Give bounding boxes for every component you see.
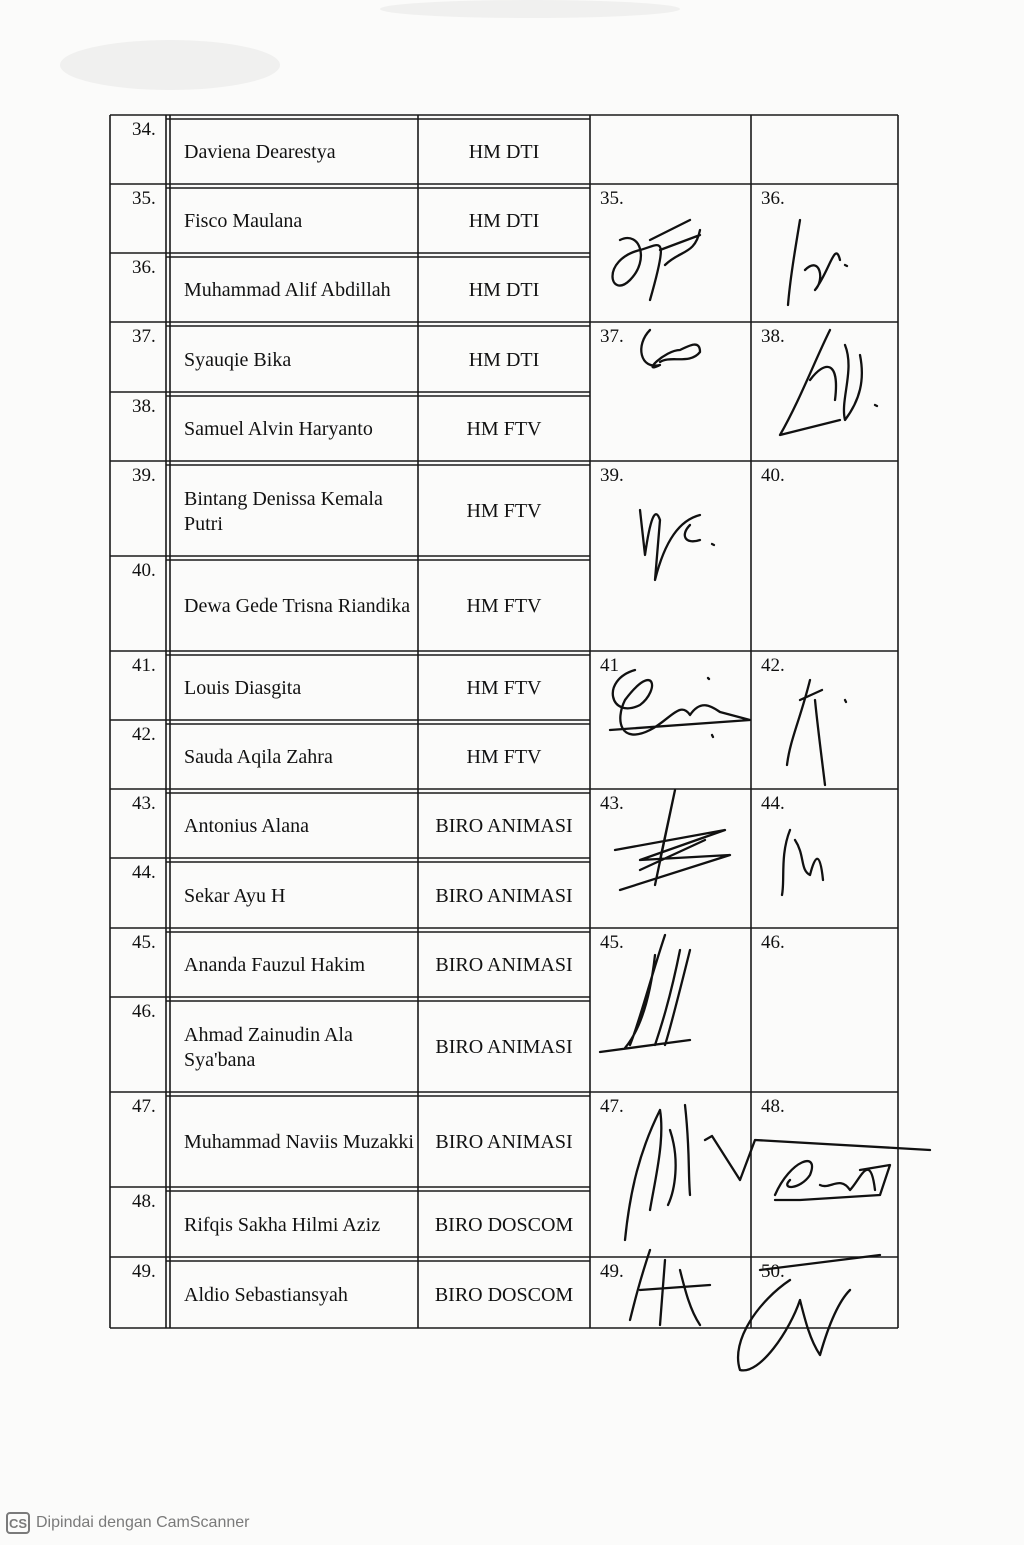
member-name-text: Muhammad Alif Abdillah bbox=[184, 279, 391, 301]
signature-cell bbox=[590, 1257, 751, 1328]
member-name bbox=[172, 651, 416, 720]
member-name bbox=[172, 997, 416, 1092]
row-number: 40. bbox=[132, 560, 156, 581]
row-number: 38. bbox=[132, 396, 156, 417]
signature-number: 37. bbox=[600, 326, 624, 347]
member-name bbox=[172, 928, 416, 997]
camscanner-logo: CS bbox=[6, 1512, 30, 1534]
signature-number: 47. bbox=[600, 1096, 624, 1117]
member-name bbox=[172, 322, 416, 392]
member-unit bbox=[418, 556, 590, 651]
member-name bbox=[172, 1092, 416, 1187]
signature-number: 40. bbox=[761, 465, 785, 486]
signature-cell bbox=[590, 1092, 751, 1257]
member-unit-text: HM FTV bbox=[466, 677, 542, 699]
member-unit-text: BIRO ANIMASI bbox=[435, 1131, 573, 1153]
signature-number: 46. bbox=[761, 932, 785, 953]
member-name-text: Samuel Alvin Haryanto bbox=[184, 418, 373, 440]
row-number: 42. bbox=[132, 724, 156, 745]
member-name-text: Fisco Maulana bbox=[184, 210, 303, 232]
camscanner-footer bbox=[6, 1512, 249, 1534]
member-name bbox=[172, 789, 416, 858]
member-unit bbox=[418, 720, 590, 789]
member-name bbox=[172, 720, 416, 789]
member-name-text: Muhammad Naviis Muzakki bbox=[184, 1131, 414, 1153]
member-unit-text: HM FTV bbox=[466, 746, 542, 768]
signature-cell bbox=[751, 322, 898, 461]
member-name bbox=[172, 1257, 416, 1328]
member-name-text: Sauda Aqila Zahra bbox=[184, 746, 333, 768]
row-number: 46. bbox=[132, 1001, 156, 1022]
member-name-text: Rifqis Sakha Hilmi Aziz bbox=[184, 1213, 381, 1236]
signature-number: 36. bbox=[761, 188, 785, 209]
signature-number: 43. bbox=[600, 793, 624, 814]
camscanner-text: Dipindai dengan CamScanner bbox=[36, 1514, 250, 1531]
row-number: 43. bbox=[132, 793, 156, 814]
row-number: 41. bbox=[132, 655, 156, 676]
member-unit bbox=[418, 184, 590, 253]
member-unit-text: HM DTI bbox=[468, 210, 540, 232]
member-name-text: Aldio Sebastiansyah bbox=[184, 1284, 348, 1306]
member-name-text: Sekar Ayu H bbox=[184, 884, 286, 907]
row-number: 48. bbox=[132, 1191, 156, 1212]
signature-cell bbox=[751, 1092, 898, 1257]
member-name-text: Daviena Dearestya bbox=[184, 141, 336, 163]
signature-cell bbox=[751, 184, 898, 322]
member-unit-text: BIRO ANIMASI bbox=[435, 954, 573, 976]
signature-number: 42. bbox=[761, 655, 785, 676]
member-unit-text: BIRO DOSCOM bbox=[434, 1213, 574, 1236]
signature-cell bbox=[590, 461, 751, 651]
member-name bbox=[172, 556, 416, 651]
member-unit bbox=[418, 1257, 590, 1328]
member-unit bbox=[418, 858, 590, 928]
member-unit bbox=[418, 115, 590, 184]
member-unit-text: HM FTV bbox=[466, 595, 542, 617]
member-unit-text: BIRO ANIMASI bbox=[435, 884, 573, 907]
member-unit-text: BIRO ANIMASI bbox=[435, 815, 573, 837]
row-number: 37. bbox=[132, 326, 156, 347]
row-number: 47. bbox=[132, 1096, 156, 1117]
signature-number: 38. bbox=[761, 326, 785, 347]
member-name-text: Syauqie Bika bbox=[184, 348, 292, 371]
member-name bbox=[172, 1187, 416, 1257]
member-unit-text: BIRO DOSCOM bbox=[434, 1284, 574, 1306]
signature-number: 35. bbox=[600, 188, 624, 209]
member-unit bbox=[418, 1187, 590, 1257]
member-name bbox=[172, 184, 416, 253]
member-name-text: Ananda Fauzul Hakim bbox=[184, 954, 366, 976]
member-name bbox=[172, 115, 416, 184]
member-unit bbox=[418, 928, 590, 997]
member-name bbox=[172, 858, 416, 928]
member-unit-text: HM DTI bbox=[468, 348, 540, 371]
row-number: 45. bbox=[132, 932, 156, 953]
member-unit bbox=[418, 1092, 590, 1187]
signature-cell bbox=[590, 651, 751, 789]
member-unit-text: HM DTI bbox=[468, 141, 540, 163]
signature-cell bbox=[751, 1257, 898, 1328]
signature-number: 50. bbox=[761, 1261, 785, 1282]
member-name-text: Bintang Denissa Kemala Putri bbox=[184, 487, 383, 535]
signature-cell bbox=[590, 789, 751, 928]
row-number: 49. bbox=[132, 1261, 156, 1282]
row-number: 44. bbox=[132, 862, 156, 883]
member-unit bbox=[418, 997, 590, 1092]
signature-cell bbox=[590, 928, 751, 1092]
row-number: 34. bbox=[132, 119, 156, 140]
member-unit bbox=[418, 651, 590, 720]
member-unit bbox=[418, 789, 590, 858]
signature-cell bbox=[751, 461, 898, 651]
member-name-text: Antonius Alana bbox=[184, 815, 309, 837]
member-name bbox=[172, 253, 416, 322]
member-name-text: Dewa Gede Trisna Riandika bbox=[184, 595, 411, 617]
member-name bbox=[172, 392, 416, 461]
signature-cell bbox=[590, 322, 751, 461]
signature-cell bbox=[751, 789, 898, 928]
signature-number: 44. bbox=[761, 793, 785, 814]
member-name-text: Ahmad Zainudin Ala Sya'bana bbox=[184, 1023, 353, 1071]
member-name bbox=[172, 461, 416, 556]
row-number: 39. bbox=[132, 465, 156, 486]
signature-cell bbox=[590, 184, 751, 322]
member-unit-text: HM FTV bbox=[466, 500, 542, 522]
signature-cell bbox=[751, 928, 898, 1092]
signature-number: 39. bbox=[600, 465, 624, 486]
member-unit-text: BIRO ANIMASI bbox=[435, 1036, 573, 1058]
signature-cell bbox=[751, 651, 898, 789]
member-unit bbox=[418, 392, 590, 461]
row-number: 36. bbox=[132, 257, 156, 278]
signature-number: 45. bbox=[600, 932, 624, 953]
row-number: 35. bbox=[132, 188, 156, 209]
member-unit bbox=[418, 253, 590, 322]
member-unit-text: HM FTV bbox=[466, 418, 542, 440]
member-unit bbox=[418, 322, 590, 392]
signature-number: 49. bbox=[600, 1261, 624, 1282]
member-unit bbox=[418, 461, 590, 556]
member-unit-text: HM DTI bbox=[468, 279, 540, 301]
signature-number: 48. bbox=[761, 1096, 785, 1117]
member-name-text: Louis Diasgita bbox=[184, 677, 302, 699]
signature-number: 41 bbox=[600, 655, 619, 676]
